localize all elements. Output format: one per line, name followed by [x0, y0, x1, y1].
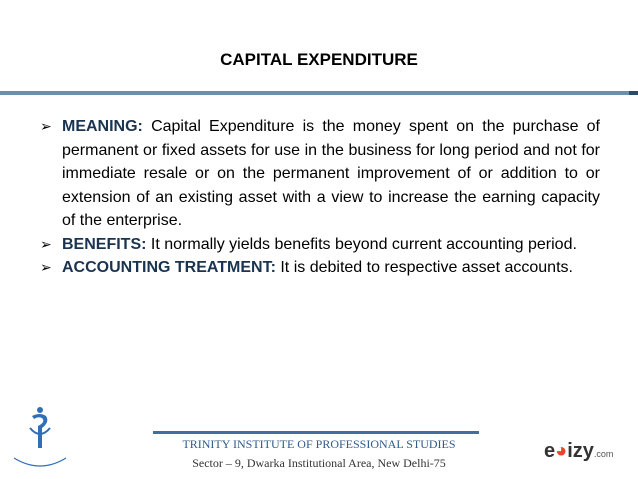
- slide-content: [40, 115, 600, 280]
- bullet-accounting-treatment: [40, 256, 600, 280]
- footer-address: Sector – 9, Dwarka Institutional Area, New Delhi-75: [192, 456, 446, 470]
- brand-logo-suffix: .com: [593, 449, 614, 459]
- bullet-meaning: [40, 115, 600, 233]
- arrowhead-bullet-icon: ➢: [40, 235, 52, 252]
- brand-logo-part: e: [544, 440, 556, 462]
- bullet-text: It normally yields benefits beyond current accounting period.: [146, 235, 577, 253]
- brand-logo: [544, 440, 634, 468]
- bullet-label: BENEFITS:: [62, 235, 147, 253]
- arrowhead-bullet-icon: ➢: [40, 118, 52, 134]
- arrowhead-bullet-icon: ➢: [40, 259, 52, 275]
- slide-title: CAPITAL EXPENDITURE: [220, 50, 418, 69]
- title-divider: [0, 91, 638, 95]
- bullet-label: MEANING:: [62, 118, 143, 135]
- bullet-text: Capital Expenditure is the money spent on the purchase of permanent or fixed assets for use in the business for long period and not for immediate resale or on the permanent improvement of or addition to or extension of an existing asset with a view to increase the earning capacity of the enterprise.: [62, 118, 600, 229]
- footer-institute-name: TRINITY INSTITUTE OF PROFESSIONAL STUDIES: [182, 437, 456, 451]
- bullet-benefits: [40, 233, 600, 257]
- brand-logo-part: izy: [567, 440, 594, 462]
- divider-cap: [629, 91, 638, 95]
- cart-icon: ◕: [555, 440, 568, 462]
- bullet-label: ACCOUNTING TREATMENT:: [62, 259, 276, 276]
- footer-divider: [153, 431, 479, 434]
- bullet-text: It is debited to respective asset accounts.: [275, 259, 573, 276]
